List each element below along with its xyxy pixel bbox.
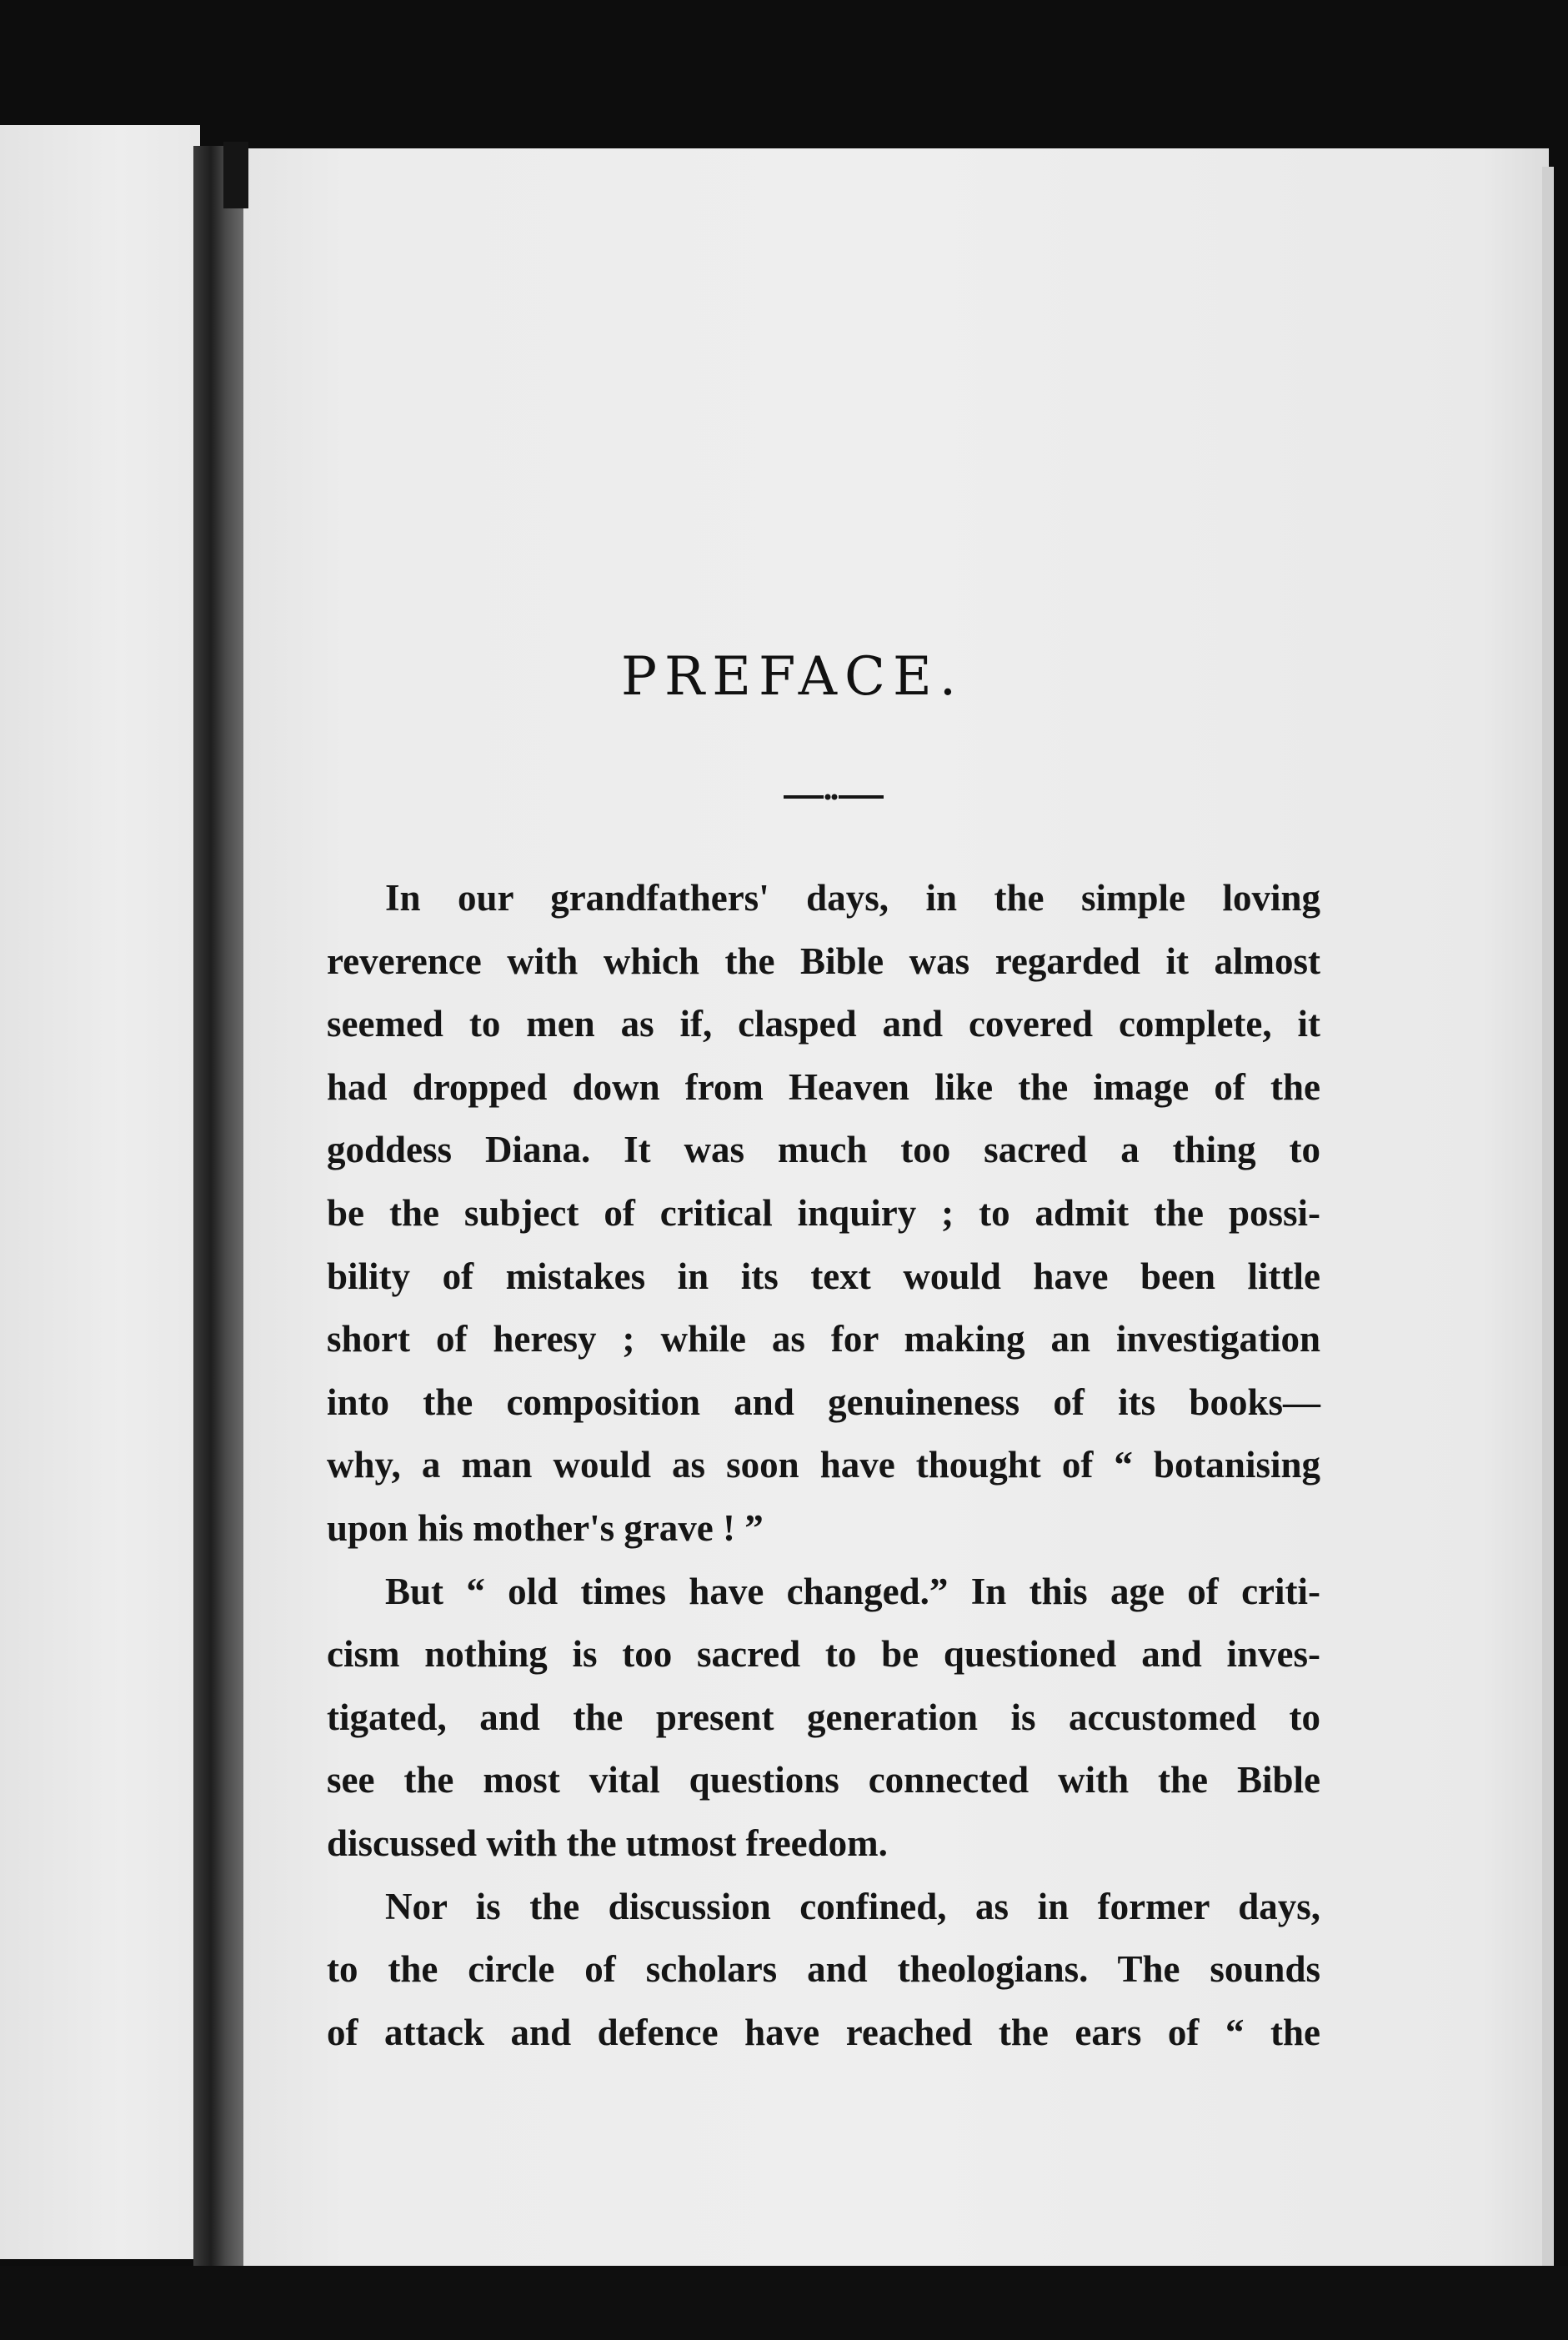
paragraph-2	[327, 1561, 1320, 1876]
text-line: cism nothing is too sacred to be questioned and inves-	[327, 1633, 1320, 1676]
ornamental-rule-icon	[784, 790, 884, 804]
text-line: into the composition and genuineness of its books—	[327, 1380, 1320, 1423]
text-line: reverence with which the Bible was regarded it almost	[327, 940, 1320, 982]
text-line: goddess Diana. It was much too sacred a thing to	[327, 1129, 1320, 1171]
paragraph-3	[327, 1876, 1320, 2065]
scan-bottom-border	[0, 2266, 1568, 2340]
text-line: short of heresy ; while as for making an investigation	[327, 1318, 1320, 1360]
spine-top-shadow	[223, 142, 248, 208]
page-right-edge	[1542, 167, 1554, 2267]
text-line: discussed with the utmost freedom.	[327, 1821, 888, 1864]
text-line: seemed to men as if, clasped and covered complete, it	[327, 1003, 1320, 1045]
preface-body	[327, 867, 1320, 2064]
text-line: to the circle of scholars and theologians. The sounds	[327, 1948, 1320, 1991]
text-line: tigated, and the present generation is accustomed to	[327, 1696, 1320, 1738]
text-line: of attack and defence have reached the ears of “ the	[327, 2011, 1320, 2053]
text-line: be the subject of critical inquiry ; to admit the possi-	[327, 1191, 1320, 1234]
paragraph-1	[327, 867, 1320, 1561]
text-line: In our grandfathers' days, in the simple loving	[385, 877, 1320, 919]
text-line: Nor is the discussion confined, as in former days,	[385, 1885, 1320, 1927]
text-line: But “ old times have changed.” In this age of criti-	[385, 1570, 1320, 1612]
text-line: had dropped down from Heaven like the image of the	[327, 1065, 1320, 1108]
previous-page-edge	[0, 125, 200, 2259]
book-spine-shadow	[193, 146, 243, 2280]
text-line: why, a man would as soon have thought of “ botanising	[327, 1444, 1320, 1486]
text-line: bility of mistakes in its text would have been little	[327, 1255, 1320, 1297]
page-title: PREFACE.	[620, 646, 964, 708]
text-line: upon his mother's grave ! ”	[327, 1506, 764, 1549]
text-line: see the most vital questions connected with the Bible	[327, 1759, 1320, 1801]
